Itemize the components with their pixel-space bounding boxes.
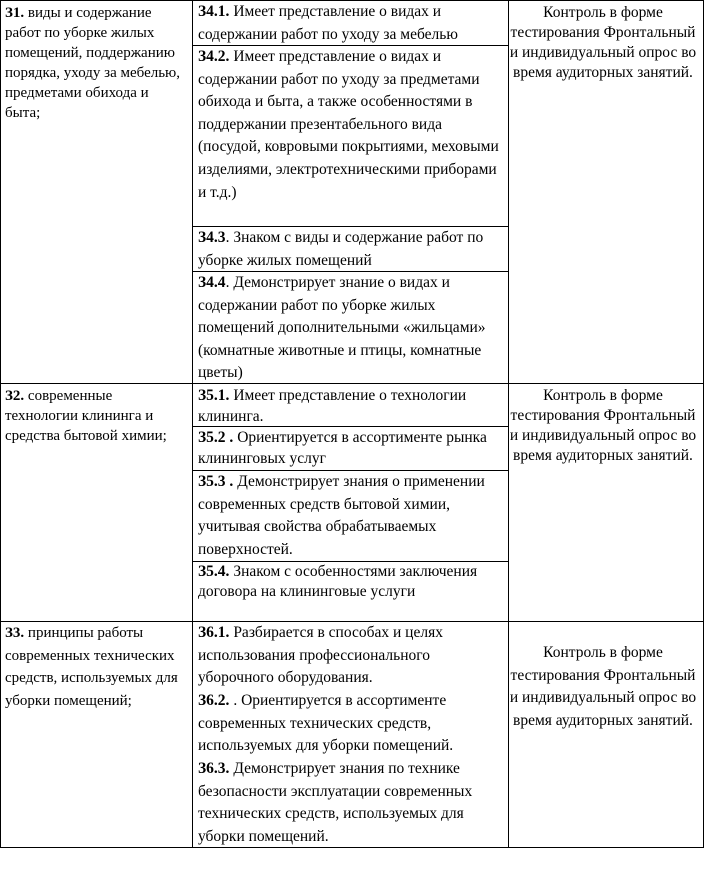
indicator-cell [198,227,500,272]
indicator-cell [198,622,500,690]
knowledge-text: современные технологии клининга и средства бытовой химии; [5,388,167,444]
knowledge-cell [5,386,187,446]
indicator-code: З4.3 [198,229,226,246]
indicator-code: З5.1. [198,387,230,404]
indicator-text: Имеет представление о видах и содержании работ по уходу за предметами обихода и быта, а также особенностями в поддержании презентабельного вида (посудой, ковровыми покрытиями, меховыми изделиями, электротехническими приборами и т.д.) [198,48,499,201]
knowledge-cell [5,622,187,712]
indicator-cell [198,690,500,758]
indicator-cell [198,46,500,204]
control-cell: Контроль в форме тестирования Фронтальный и индивидуальный опрос во время аудиторных занятий. [509,387,697,464]
knowledge-code: З1. [5,5,25,21]
indicator-cell [198,427,500,469]
table-rule [192,0,193,848]
indicator-code: З4.1. [198,3,230,20]
indicator-text: Демонстрирует знания о применении современных средств бытовой химии, учитывая свойства обрабатываемых поверхностей. [198,473,485,558]
indicator-code: З6.3. [198,760,230,777]
indicator-text: Имеет представление о видах и содержании работ по уходу за мебелью [198,3,458,43]
knowledge-text: принципы работы современных технических средств, используемых для уборки помещений; [5,625,178,709]
indicator-code: З4.2. [198,48,230,65]
indicator-code: З5.4. [198,563,230,580]
indicator-cell [198,272,500,385]
knowledge-code: З2. [5,388,25,404]
control-cell: Контроль в форме тестирования Фронтальный и индивидуальный опрос во время аудиторных занятий. [509,4,697,81]
knowledge-code: З3. [5,625,25,641]
indicator-cell [198,1,500,46]
indicator-code: З6.1. [198,624,230,641]
table-rule [0,0,1,848]
indicator-code: З6.2. [198,692,230,709]
indicator-code: З4.4 [198,274,226,291]
indicator-text: . Ориентируется в ассортименте современных технических средств, используемых для уборки помещений. [198,692,454,755]
indicator-text: . Знаком с виды и содержание работ по уборке жилых помещений [198,229,484,269]
control-cell: Контроль в форме тестирования Фронтальный и индивидуальный опрос во время аудиторных занятий. [509,644,697,729]
indicator-cell [198,562,500,602]
indicator-code: З5.3 . [198,473,234,490]
indicator-text: Знаком с особенностями заключения договора на клининговые услуги [198,563,478,600]
knowledge-text: виды и содержание работ по уборке жилых помещений, поддержанию порядка, уходу за мебелью, предметами обихода и быта; [5,5,181,121]
indicator-cell [198,758,500,848]
indicator-text: Разбирается в способах и целях использования профессионального уборочного оборудования. [198,624,443,687]
indicator-text: Демонстрирует знания по технике безопасности эксплуатации современных технических средств, используемых для уборки помещений. [198,760,473,845]
indicator-cell [198,385,500,427]
indicator-text: Ориентируется в ассортименте рынка клининговых услуг [198,429,487,467]
indicator-cell [198,471,500,561]
knowledge-cell [5,3,187,123]
indicator-text: . Демонстрирует знание о видах и содержании работ по уборке жилых помещений дополнительными «жильцами» (комнатные животные и птицы, комнатные цветы) [198,274,486,382]
indicator-text: Имеет представление о технологии клининга. [198,387,467,425]
indicator-code: З5.2 . [198,429,234,446]
